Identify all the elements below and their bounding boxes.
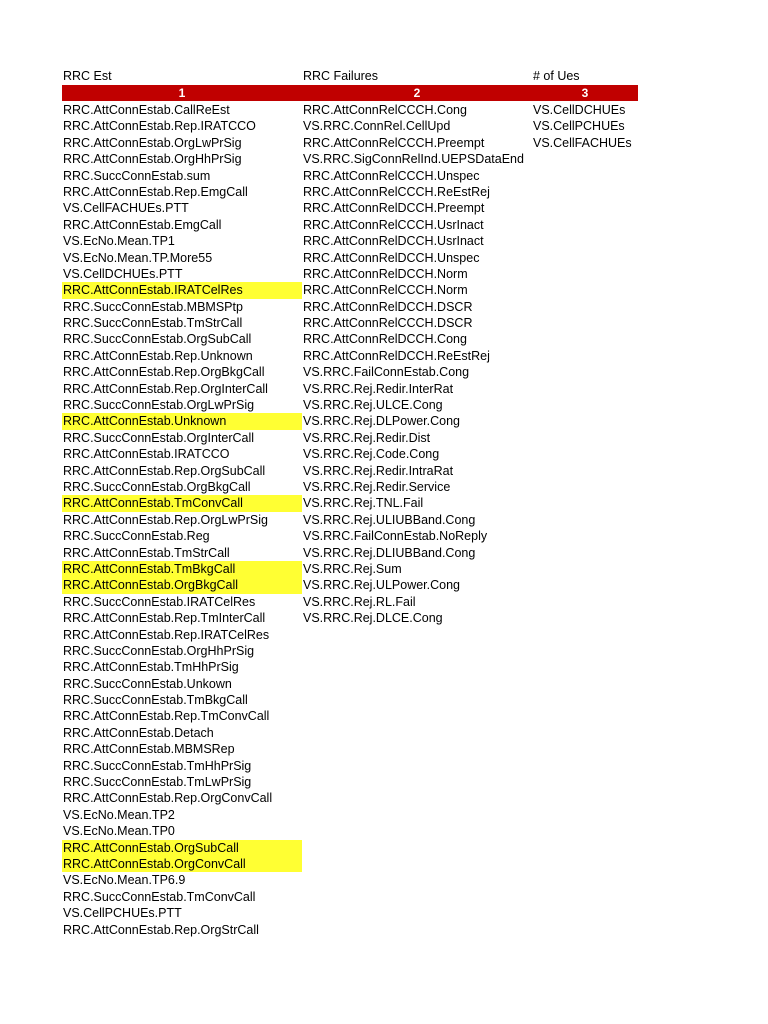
column-num-ues — [532, 102, 638, 151]
counter-cell[interactable]: RRC.AttConnEstab.Detach — [63, 725, 214, 740]
counter-cell[interactable]: RRC.SuccConnEstab.TmLwPrSig — [63, 775, 252, 790]
counter-cell[interactable]: VS.RRC.FailConnEstab.Cong — [303, 365, 470, 380]
counter-cell[interactable]: VS.RRC.Rej.Redir.InterRat — [303, 381, 454, 396]
counter-cell[interactable]: VS.RRC.Rej.DLPower.Cong — [303, 414, 461, 429]
counter-cell[interactable]: RRC.AttConnEstab.TmHhPrSig — [63, 660, 239, 675]
counter-cell[interactable]: VS.RRC.Rej.Sum — [303, 561, 402, 576]
counter-cell[interactable]: RRC.SuccConnEstab.OrgInterCall — [63, 430, 255, 445]
counter-cell[interactable]: VS.RRC.Rej.TNL.Fail — [303, 496, 424, 511]
counter-cell[interactable]: RRC.AttConnEstab.MBMSRep — [63, 742, 235, 757]
counter-cell[interactable]: RRC.SuccConnEstab.TmHhPrSig — [63, 758, 252, 773]
counter-cell[interactable]: VS.CellFACHUEs — [533, 135, 632, 150]
counter-cell[interactable]: RRC.SuccConnEstab.IRATCelRes — [63, 594, 256, 609]
counter-cell[interactable]: VS.RRC.Rej.Redir.Service — [303, 479, 451, 494]
counter-cell[interactable]: RRC.AttConnEstab.OrgHhPrSig — [63, 152, 242, 167]
counter-cell[interactable]: RRC.AttConnRelDCCH.UsrInact — [303, 234, 484, 249]
counter-cell[interactable]: RRC.AttConnRelDCCH.Preempt — [303, 201, 485, 216]
header-rrc-est: RRC Est — [63, 69, 112, 83]
counter-cell[interactable]: RRC.AttConnEstab.Rep.IRATCelRes — [63, 627, 270, 642]
counter-cell[interactable]: VS.RRC.Rej.ULIUBBand.Cong — [303, 512, 476, 527]
counter-cell[interactable]: RRC.SuccConnEstab.TmStrCall — [63, 316, 243, 331]
counter-cell[interactable]: VS.RRC.Rej.ULCE.Cong — [303, 398, 443, 413]
counter-cell[interactable]: RRC.AttConnEstab.OrgSubCall — [62, 840, 302, 856]
counter-cell[interactable]: RRC.AttConnRelDCCH.Norm — [303, 266, 468, 281]
counter-cell[interactable]: VS.RRC.Rej.Code.Cong — [303, 447, 440, 462]
counter-cell[interactable]: RRC.AttConnRelCCCH.UsrInact — [303, 217, 484, 232]
counter-cell[interactable]: RRC.AttConnEstab.Rep.TmInterCall — [63, 611, 266, 626]
counter-cell[interactable]: RRC.AttConnRelCCCH.Cong — [303, 103, 467, 117]
spreadsheet — [62, 68, 638, 937]
counter-cell[interactable]: RRC.AttConnRelCCCH.Norm — [303, 283, 468, 298]
counter-cell[interactable]: RRC.AttConnRelDCCH.DSCR — [303, 299, 473, 314]
counter-cell[interactable]: RRC.AttConnEstab.Rep.OrgInterCall — [63, 381, 268, 396]
counter-cell[interactable]: RRC.AttConnEstab.Rep.OrgLwPrSig — [63, 512, 268, 527]
counter-cell[interactable]: VS.RRC.Rej.ULPower.Cong — [303, 578, 461, 593]
counter-cell[interactable]: RRC.AttConnRelCCCH.ReEstRej — [303, 184, 490, 199]
counter-cell[interactable]: VS.EcNo.Mean.TP.More55 — [63, 250, 213, 265]
counter-cell[interactable]: VS.EcNo.Mean.TP2 — [63, 807, 175, 822]
counter-cell[interactable]: RRC.AttConnEstab.Rep.Unknown — [63, 348, 253, 363]
counter-cell[interactable]: RRC.SuccConnEstab.OrgBkgCall — [63, 479, 251, 494]
counter-cell[interactable]: RRC.SuccConnEstab.Unkown — [63, 676, 232, 691]
counter-cell[interactable]: RRC.SuccConnEstab.TmConvCall — [63, 889, 256, 904]
column-rrc-failures — [302, 102, 532, 627]
counter-cell[interactable]: VS.EcNo.Mean.TP1 — [63, 234, 175, 249]
header-num-ues: # of Ues — [533, 69, 580, 83]
counter-cell[interactable]: VS.RRC.Rej.RL.Fail — [303, 594, 416, 609]
column-number-3: 3 — [581, 86, 589, 100]
counter-cell[interactable]: RRC.AttConnEstab.Rep.OrgBkgCall — [63, 365, 265, 380]
counter-cell[interactable]: RRC.AttConnRelCCCH.Unspec — [303, 168, 480, 183]
counter-cell[interactable]: RRC.AttConnEstab.EmgCall — [63, 217, 222, 232]
column-rrc-est — [62, 102, 302, 938]
counter-cell[interactable]: RRC.AttConnEstab.TmBkgCall — [62, 561, 302, 577]
column-number-1: 1 — [178, 86, 186, 100]
counter-cell[interactable]: VS.RRC.Rej.DLIUBBand.Cong — [303, 545, 476, 560]
counter-cell[interactable]: RRC.SuccConnEstab.sum — [63, 168, 211, 183]
counter-cell[interactable]: RRC.SuccConnEstab.Reg — [63, 529, 210, 544]
counter-cell[interactable]: VS.RRC.FailConnEstab.NoReply — [303, 529, 488, 544]
counter-cell[interactable]: VS.RRC.SigConnRelInd.UEPSDataEnd — [303, 152, 524, 167]
column-number-bar — [62, 85, 638, 101]
counter-cell[interactable]: VS.CellPCHUEs — [533, 119, 625, 134]
counter-cell[interactable]: RRC.AttConnEstab.OrgBkgCall — [62, 577, 302, 593]
counter-cell[interactable]: RRC.AttConnRelDCCH.Unspec — [303, 250, 480, 265]
counter-cell[interactable]: RRC.AttConnEstab.IRATCCO — [63, 447, 230, 462]
counter-cell[interactable]: RRC.AttConnRelCCCH.Preempt — [303, 135, 485, 150]
counter-cell[interactable]: RRC.AttConnRelDCCH.Cong — [303, 332, 467, 347]
counter-cell[interactable]: RRC.SuccConnEstab.OrgHhPrSig — [63, 643, 255, 658]
counter-cell[interactable]: RRC.AttConnEstab.OrgConvCall — [62, 856, 302, 872]
counter-cell[interactable]: RRC.SuccConnEstab.TmBkgCall — [63, 693, 248, 708]
counter-cell[interactable]: RRC.AttConnEstab.Rep.OrgSubCall — [63, 463, 266, 478]
header-row — [62, 68, 638, 85]
counter-cell[interactable]: RRC.AttConnEstab.IRATCelRes — [62, 282, 302, 298]
counter-cell[interactable]: RRC.AttConnEstab.CallReEst — [63, 103, 230, 117]
counter-cell[interactable]: RRC.AttConnEstab.Rep.EmgCall — [63, 184, 248, 199]
counter-cell[interactable]: RRC.SuccConnEstab.OrgSubCall — [63, 332, 252, 347]
counter-cell[interactable]: VS.CellFACHUEs.PTT — [63, 201, 189, 216]
counter-cell[interactable]: RRC.AttConnEstab.TmConvCall — [62, 495, 302, 511]
counter-cell[interactable]: VS.EcNo.Mean.TP6.9 — [63, 873, 186, 888]
counter-cell[interactable]: VS.CellDCHUEs.PTT — [63, 266, 183, 281]
counter-cell[interactable]: VS.RRC.Rej.Redir.IntraRat — [303, 463, 454, 478]
counter-cell[interactable]: RRC.AttConnEstab.Rep.IRATCCO — [63, 119, 256, 134]
counter-cell[interactable]: RRC.AttConnRelCCCH.DSCR — [303, 316, 473, 331]
counter-cell[interactable]: RRC.SuccConnEstab.OrgLwPrSig — [63, 398, 255, 413]
counter-cell[interactable]: RRC.AttConnRelDCCH.ReEstRej — [303, 348, 490, 363]
counter-cell[interactable]: VS.RRC.ConnRel.CellUpd — [303, 119, 451, 134]
counter-cell[interactable]: VS.CellDCHUEs — [533, 103, 626, 117]
counter-cell[interactable]: RRC.AttConnEstab.Rep.TmConvCall — [63, 709, 270, 724]
counter-cell[interactable]: VS.RRC.Rej.DLCE.Cong — [303, 611, 443, 626]
column-number-2: 2 — [413, 86, 421, 100]
counter-cell[interactable]: VS.EcNo.Mean.TP0 — [63, 824, 175, 839]
counter-cell[interactable]: VS.CellPCHUEs.PTT — [63, 906, 182, 921]
counter-cell[interactable]: RRC.AttConnEstab.Rep.OrgConvCall — [63, 791, 273, 806]
counter-cell[interactable]: RRC.AttConnEstab.Unknown — [62, 413, 302, 429]
counter-cell[interactable]: RRC.AttConnEstab.OrgLwPrSig — [63, 135, 242, 150]
counter-cell[interactable]: RRC.SuccConnEstab.MBMSPtp — [63, 299, 243, 314]
counter-cell[interactable]: RRC.AttConnEstab.TmStrCall — [63, 545, 230, 560]
counter-cell[interactable]: VS.RRC.Rej.Redir.Dist — [303, 430, 431, 445]
counter-cell[interactable]: RRC.AttConnEstab.Rep.OrgStrCall — [63, 922, 259, 937]
header-rrc-failures: RRC Failures — [303, 69, 379, 83]
